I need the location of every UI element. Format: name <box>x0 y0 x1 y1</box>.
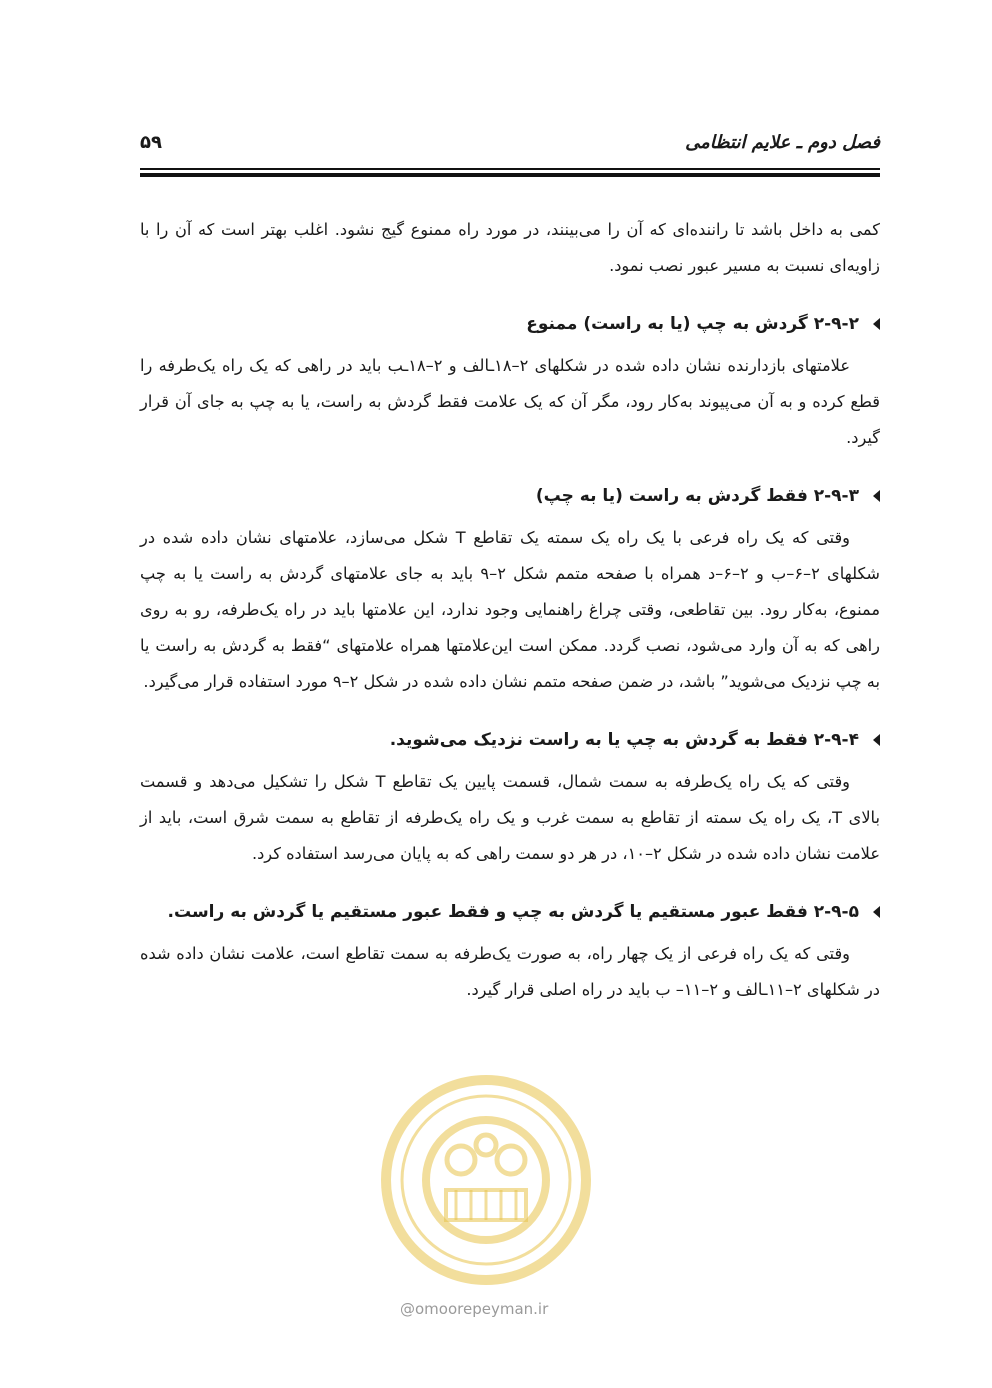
watermark-seal-icon <box>376 1070 596 1290</box>
page-content <box>140 212 880 1030</box>
chapter-title: فصل دوم ـ علایم انتظامی <box>685 132 880 153</box>
section-heading-text: ۲-۹-۲ گردش به چپ (یا به راست) ممنوع <box>526 314 859 334</box>
section-body: وقتی که یک راه فرعی از یک چهار راه، به صورت یک‌طرفه به سمت تقاطع است، علامت نشان داده شده در شکلهای ۲–۱۱ـالف و ۲–۱۱– ب باید در راه اصلی قرار گیرد. <box>140 944 880 999</box>
section-heading-text: ۲-۹-۵ فقط عبور مستقیم یا گردش به چپ و فقط عبور مستقیم یا گردش به راست. <box>167 902 859 922</box>
section-2-9-5 <box>140 894 880 1008</box>
section-heading-text: ۲-۹-۳ فقط گردش به راست (یا به چپ) <box>535 486 859 506</box>
bullet-triangle-icon <box>873 490 880 502</box>
watermark-url: @omoorepeyman.ir <box>400 1300 549 1318</box>
section-body: وقتی که یک راه فرعی با یک راه یک سمته یک تقاطع T شکل می‌سازد، علامتهای نشان داده شده در شکلهای ۲–۶–ب و ۲–۶–د همراه با صفحه متمم شکل ۲–۹ باید به جای علامتهای گردش به راست یا به چپ ممنوع، به‌کار رود. بین تقاطعی، وقتی چراغ راهنمایی وجود ندارد، این علامتها باید در راه یک‌طرفه، رو به روی راهی که به آن وارد می‌شود، نصب گردد. ممکن است این‌علامتها همراه علامتهای “فقط به گردش به راست یا به چپ نزدیک می‌شوید” باشد، در ضمن صفحه متمم نشان داده شده در شکل ۲–۹ مورد استفاده قرار می‌گیرد. <box>140 528 880 691</box>
bullet-triangle-icon <box>873 318 880 330</box>
section-2-9-4 <box>140 722 880 872</box>
bullet-triangle-icon <box>873 906 880 918</box>
header-rule-thick <box>140 173 880 177</box>
section-body: علامتهای بازدارنده نشان داده شده در شکلهای ۲–۱۸ـالف و ۲–۱۸ـب باید در راهی که یک راه یک‌طرفه را قطع کرده و به آن می‌پیوند به‌کار رود، مگر آن که یک علامت فقط گردش به راست، یا به چپ به جای آن قرار گیرد. <box>140 356 880 447</box>
bullet-triangle-icon <box>873 734 880 746</box>
page-number: ۵۹ <box>140 132 162 153</box>
header-rule-thin <box>140 168 880 170</box>
section-body: وقتی که یک راه یک‌طرفه به سمت شمال، قسمت پایین یک تقاطع T شکل را تشکیل می‌دهد و قسمت بالای T، یک راه یک سمته از تقاطع به سمت غرب و یک راه یک‌طرفه از تقاطع به سمت شرق است، باید از علامت نشان داده شده در شکل ۲–۱۰، در هر دو سمت راهی که به پایان می‌رسد استفاده کرد. <box>140 772 880 863</box>
section-heading-text: ۲-۹-۴ فقط به گردش به چپ یا به راست نزدیک می‌شوید. <box>389 730 859 750</box>
intro-paragraph: کمی به داخل باشد تا راننده‌ای که آن را می‌بینند، در مورد راه ممنوع گیج نشود. اغلب بهتر است که آن را با زاویه‌ای نسبت به مسیر عبور نصب نمود. <box>140 220 880 275</box>
page-header <box>140 124 880 160</box>
section-heading <box>140 894 880 930</box>
section-2-9-2 <box>140 306 880 456</box>
section-heading <box>140 722 880 758</box>
section-heading <box>140 306 880 342</box>
section-2-9-3 <box>140 478 880 700</box>
section-heading <box>140 478 880 514</box>
